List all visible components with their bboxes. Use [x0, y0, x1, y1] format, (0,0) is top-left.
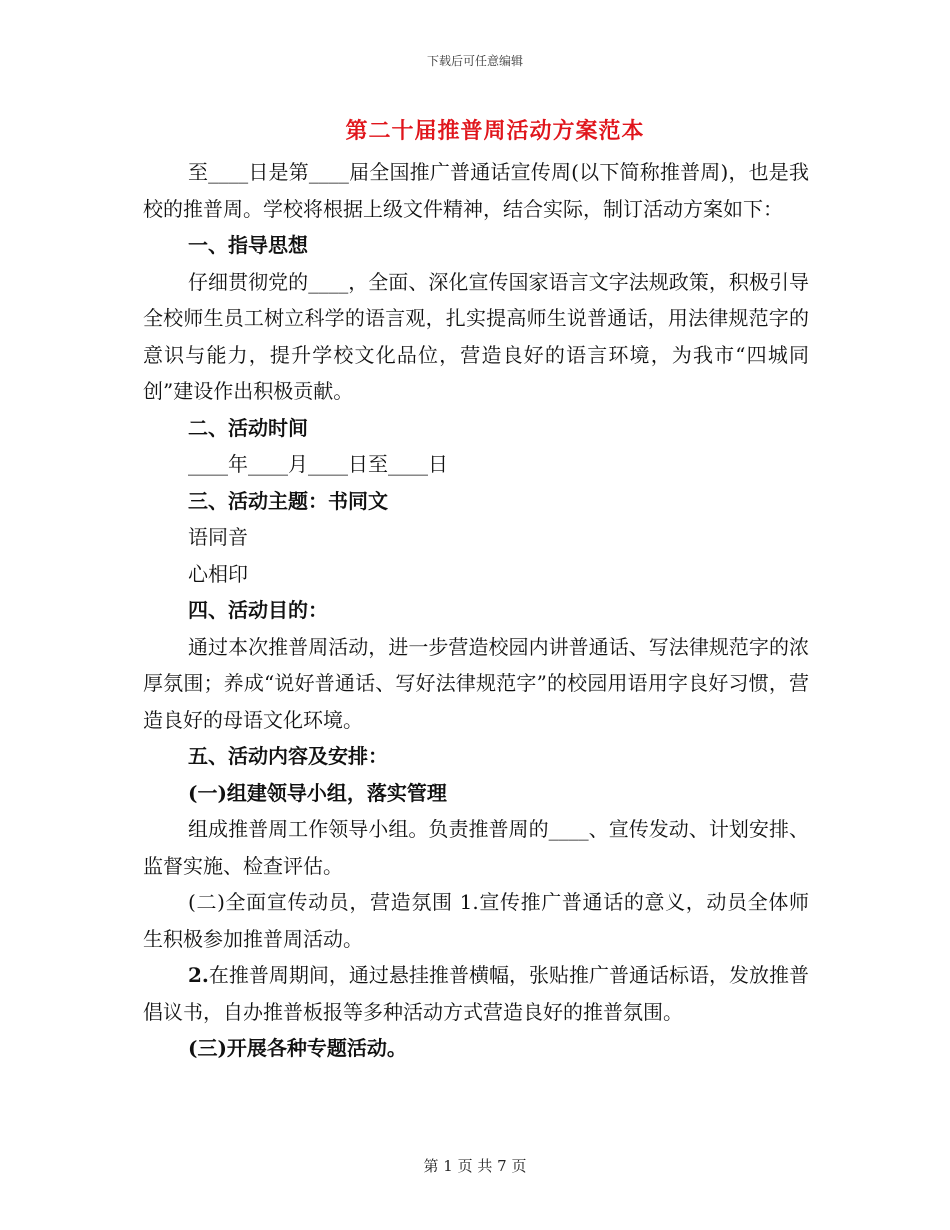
- section-heading-guiding-thought: 一、指导思想: [188, 233, 308, 257]
- activity-time-line: ____年____月____日至____日: [188, 452, 448, 476]
- section-heading-activity-purpose: 四、活动目的：: [188, 598, 328, 622]
- document-body: [143, 154, 809, 1067]
- theme-line-1: 语同音: [188, 525, 248, 549]
- subsection-heading-special-activities: (三)开展各种专题活动。: [188, 1036, 407, 1060]
- section-heading-activity-theme: 三、活动主题：书同文: [188, 488, 388, 513]
- section-heading-activity-content: 五、活动内容及安排：: [188, 744, 388, 768]
- document-title: 第二十届推普周活动方案范本: [345, 118, 645, 144]
- section-heading-activity-time: 二、活动时间: [188, 415, 308, 440]
- theme-line-2: 心相印: [188, 561, 248, 586]
- item-2-number: 2.: [188, 963, 209, 987]
- activity-purpose-paragraph: 通过本次推普周活动，进一步营造校园内讲普通话、写法律规范字的浓厚氛围；养成“说好普通话、写好法律规范字”的校园用语用字良好习惯，营造良好的母语文化环境。: [143, 634, 809, 732]
- item-2-text: 在推普周期间，通过悬挂推普横幅，张贴推广普通话标语，发放推普倡议书，自办推普板报等多种活动方式营造良好的推普氛围。: [143, 963, 809, 1024]
- leadership-group-paragraph: 组成推普周工作领导小组。负责推普周的____、宣传发动、计划安排、监督实施、检查评估。: [143, 817, 809, 878]
- guiding-thought-paragraph: 仔细贯彻党的____，全面、深化宣传国家语言文字法规政策，积极引导全校师生员工树立科学的语言观，扎实提高师生说普通话，用法律规范字的意识与能力，提升学校文化品位，营造良好的语言环境，为我市“四城同创”建设作出积极贡献。: [143, 269, 809, 403]
- publicity-item-2-paragraph: [143, 957, 809, 1030]
- intro-paragraph: 至____日是第____届全国推广普通话宣传周(以下简称推普周)，也是我校的推普周。学校将根据上级文件精神，结合实际，制订活动方案如下：: [143, 160, 809, 221]
- subsection-heading-leadership-group: (一)组建领导小组，落实管理: [188, 780, 447, 805]
- publicity-paragraph: (二)全面宣传动员，营造氛围 1.宣传推广普通话的意义，动员全体师生积极参加推普周活动。: [143, 890, 809, 951]
- header-note: 下载后可任意编辑: [426, 54, 523, 68]
- page-footer: 第 1 页 共 7 页: [423, 1157, 527, 1175]
